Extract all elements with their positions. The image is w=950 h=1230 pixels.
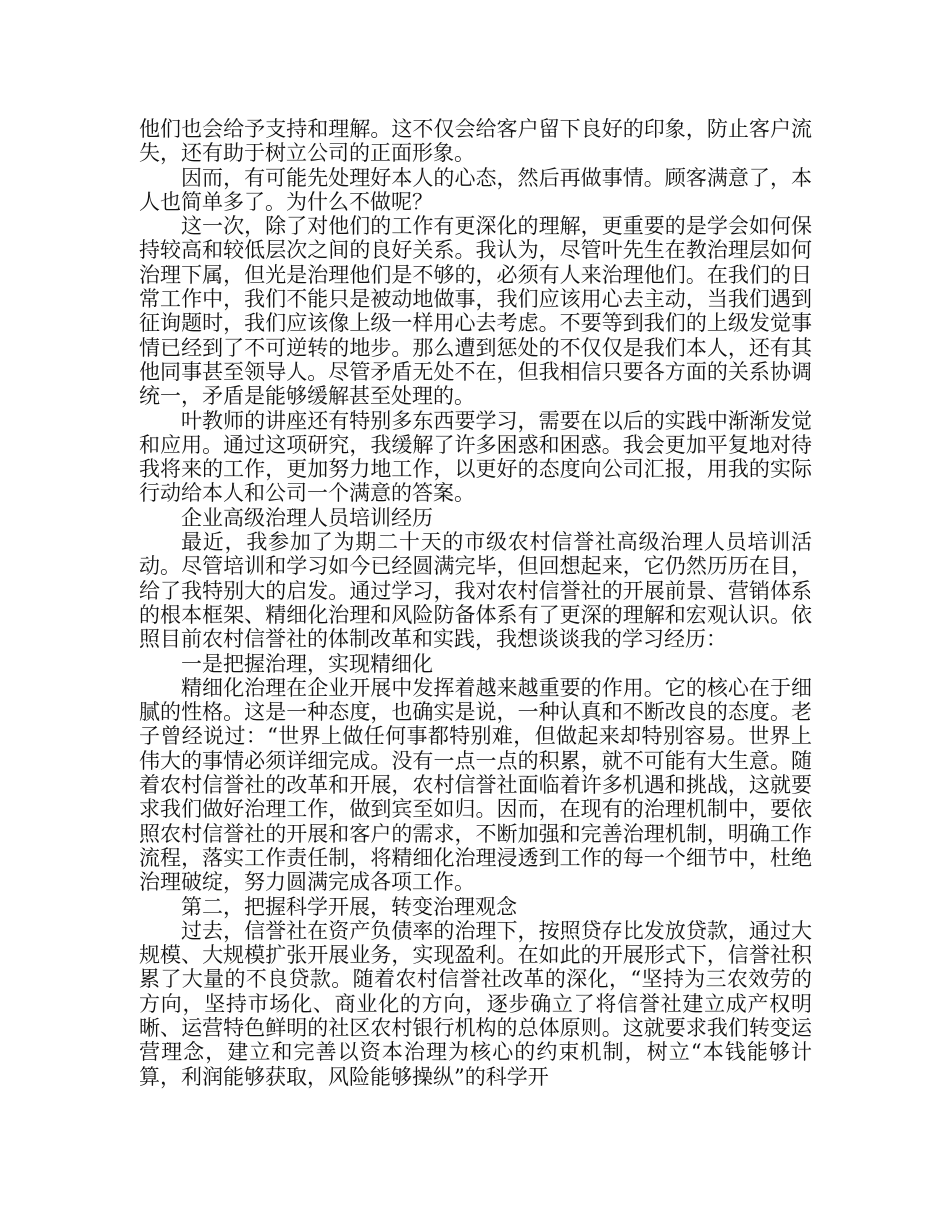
section-heading: 一是把握治理，实现精细化 xyxy=(181,651,433,676)
paragraph: 这一次，除了对他们的工作有更深化的理解，更重要的是学会如何保持较高和较低层次之间的良好关系。我认为，尽管叶先生在教治理层如何治理下属，但光是治理他们是不够的，必须有人来治理他们。在我们的日常工作中，我们不能只是被动地做事，我们应该用心去主动，当我们遇到征询题时，我们应该像上级一样用心去考虑。不要等到我们的上级发觉事情已经到了不可逆转的地步。那么遭到惩处的不仅仅是我们本人，还有其他同事甚至领导人。尽管矛盾无处不在，但我相信只要各方面的关系协调统一，矛盾是能够缓解甚至处理的。 xyxy=(139,214,812,409)
paragraph: 精细化治理在企业开展中发挥着越来越重要的作用。它的核心在于细腻的性格。这是一种态度，也确实是说，一种认真和不断改良的态度。老子曾经说过：“世界上做任何事都特别难，但做起来却特别容易。世界上伟大的事情必须详细完成。没有一点一点的积累，就不可能有大生意。随着农村信誉社的改革和开展，农村信誉社面临着许多机遇和挑战，这就要求我们做好治理工作，做到宾至如归。因而，在现有的治理机制中，要依照农村信誉社的开展和客户的需求，不断加强和完善治理机制，明确工作流程，落实工作责任制，将精细化治理浸透到工作的每一个细节中，杜绝治理破绽，努力圆满完成各项工作。 xyxy=(139,675,812,895)
paragraph: 他们也会给予支持和理解。这不仅会给客户留下良好的印象，防止客户流失，还有助于树立公司的正面形象。 xyxy=(139,117,812,166)
section-heading: 企业高级治理人员培训经历 xyxy=(181,505,433,530)
paragraph: 因而，有可能先处理好本人的心态，然后再做事情。顾客满意了，本人也简单多了。为什么不做呢？ xyxy=(139,165,812,214)
section-heading: 第二，把握科学开展，转变治理观念 xyxy=(181,894,517,919)
paragraph: 过去，信誉社在资产负债率的治理下，按照贷存比发放贷款，通过大规模、大规模扩张开展业务，实现盈利。在如此的开展形式下，信誉社积累了大量的不良贷款。随着农村信誉社改革的深化，“坚持为三农效劳的方向，坚持市场化、商业化的方向，逐步确立了将信誉社建立成产权明晰、运营特色鲜明的社区农村银行机构的总体原则。这就要求我们转变运营理念，建立和完善以资本治理为核心的约束机制，树立“本钱能够计算，利润能够获取，风险能够操纵”的科学开 xyxy=(139,918,812,1089)
paragraph: 最近，我参加了为期二十天的市级农村信誉社高级治理人员培训活动。尽管培训和学习如今已经圆满完毕，但回想起来，它仍然历历在目，给了我特别大的启发。通过学习，我对农村信誉社的开展前景、营销体系的根本框架、精细化治理和风险防备体系有了更深的理解和宏观认识。依照目前农村信誉社的体制改革和实践，我想谈谈我的学习经历： xyxy=(139,530,812,652)
document-body xyxy=(139,117,812,1089)
paragraph: 叶教师的讲座还有特别多东西要学习，需要在以后的实践中渐渐发觉和应用。通过这项研究，我缓解了许多困惑和困惑。我会更加平复地对待我将来的工作，更加努力地工作，以更好的态度向公司汇报，用我的实际行动给本人和公司一个满意的答案。 xyxy=(139,408,812,506)
